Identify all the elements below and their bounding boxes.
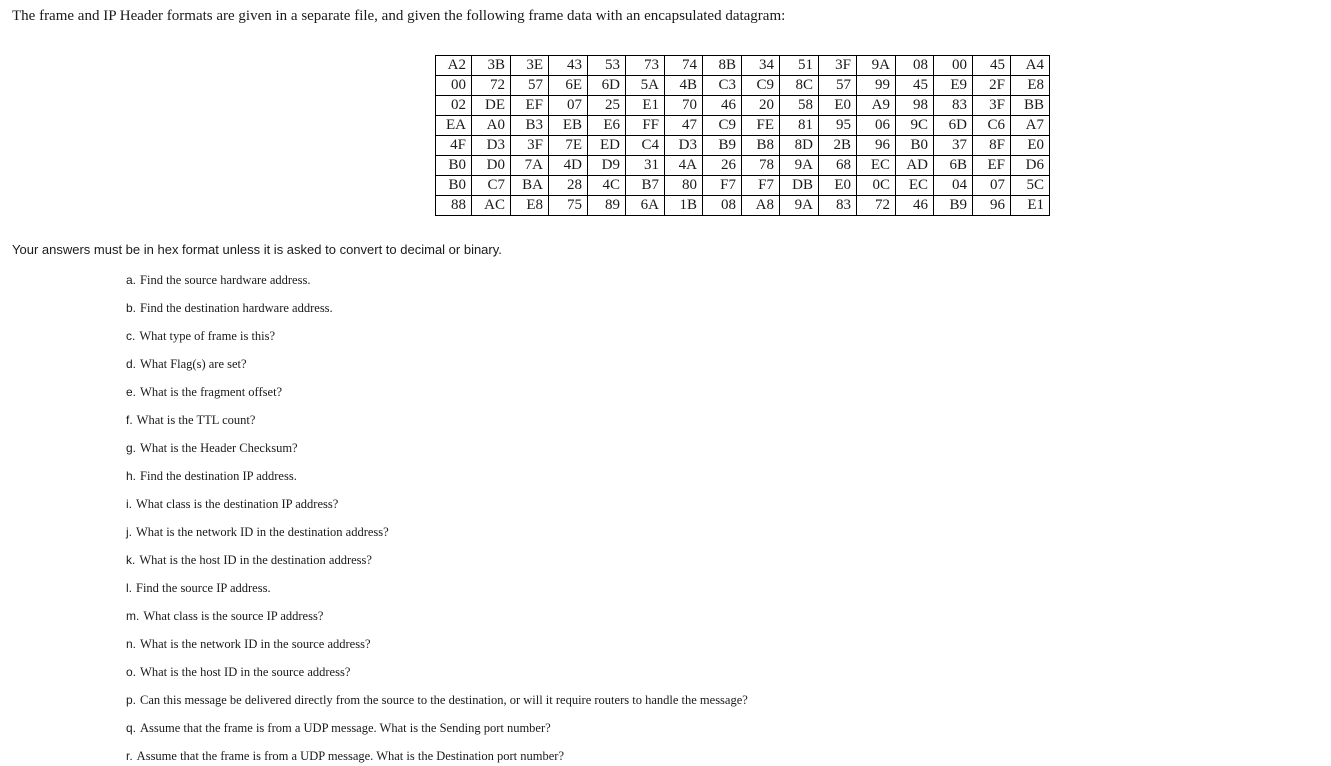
frame-byte-cell: 9A: [857, 56, 896, 76]
question-text: Find the destination hardware address.: [140, 301, 333, 315]
frame-byte-cell: 57: [819, 76, 857, 96]
question-letter: h.: [126, 469, 137, 483]
frame-byte-cell: 83: [819, 196, 857, 216]
frame-row: [436, 176, 1050, 196]
frame-byte-cell: 95: [819, 116, 857, 136]
question-letter: g.: [126, 441, 137, 455]
frame-byte-cell: 7A: [511, 156, 549, 176]
frame-byte-cell: 74: [665, 56, 703, 76]
frame-row: [436, 56, 1050, 76]
frame-byte-cell: C9: [703, 116, 742, 136]
frame-byte-cell: 75: [549, 196, 588, 216]
frame-byte-cell: 4F: [436, 136, 472, 156]
frame-byte-cell: A0: [472, 116, 511, 136]
frame-byte-cell: 70: [665, 96, 703, 116]
question-letter: q.: [126, 721, 137, 735]
frame-byte-cell: 72: [472, 76, 511, 96]
question-item: [126, 411, 748, 439]
frame-byte-cell: E6: [588, 116, 626, 136]
frame-byte-cell: 26: [703, 156, 742, 176]
frame-row: [436, 96, 1050, 116]
question-text: What is the fragment offset?: [140, 385, 283, 399]
question-item: [126, 355, 748, 383]
question-text: Assume that the frame is from a UDP message. What is the Sending port number?: [140, 721, 551, 735]
frame-byte-cell: 04: [934, 176, 973, 196]
question-item: [126, 747, 748, 766]
frame-byte-cell: 2B: [819, 136, 857, 156]
frame-byte-cell: D6: [1011, 156, 1050, 176]
frame-byte-cell: 34: [742, 56, 780, 76]
answer-format-note: Your answers must be in hex format unless it is asked to convert to decimal or binary.: [12, 242, 502, 257]
question-letter: p.: [126, 693, 137, 707]
frame-byte-cell: 51: [780, 56, 819, 76]
question-letter: c.: [126, 329, 136, 343]
frame-byte-cell: 73: [626, 56, 665, 76]
frame-byte-cell: 96: [973, 196, 1011, 216]
frame-byte-cell: B0: [896, 136, 934, 156]
frame-byte-cell: E0: [819, 96, 857, 116]
frame-byte-cell: 3B: [472, 56, 511, 76]
frame-byte-cell: E0: [1011, 136, 1050, 156]
frame-byte-cell: 00: [436, 76, 472, 96]
frame-byte-cell: 46: [896, 196, 934, 216]
frame-byte-cell: F7: [703, 176, 742, 196]
question-letter: r.: [126, 749, 133, 763]
frame-byte-cell: 4C: [588, 176, 626, 196]
frame-byte-cell: 9A: [780, 196, 819, 216]
frame-byte-cell: C6: [973, 116, 1011, 136]
frame-byte-cell: B7: [626, 176, 665, 196]
frame-byte-cell: FF: [626, 116, 665, 136]
question-item: [126, 663, 748, 691]
frame-byte-cell: EC: [896, 176, 934, 196]
question-text: What is the Header Checksum?: [140, 441, 298, 455]
frame-byte-cell: 3F: [511, 136, 549, 156]
frame-byte-cell: C7: [472, 176, 511, 196]
frame-byte-cell: D0: [472, 156, 511, 176]
frame-byte-cell: EC: [857, 156, 896, 176]
frame-byte-cell: 3F: [819, 56, 857, 76]
frame-byte-cell: C3: [703, 76, 742, 96]
frame-byte-cell: 1B: [665, 196, 703, 216]
frame-byte-cell: 5C: [1011, 176, 1050, 196]
frame-byte-cell: 45: [973, 56, 1011, 76]
frame-byte-cell: 6A: [626, 196, 665, 216]
frame-byte-cell: B8: [742, 136, 780, 156]
frame-byte-cell: 88: [436, 196, 472, 216]
frame-byte-cell: A8: [742, 196, 780, 216]
frame-byte-cell: 83: [934, 96, 973, 116]
question-text: Assume that the frame is from a UDP message. What is the Destination port number?: [136, 749, 565, 763]
frame-byte-cell: 4A: [665, 156, 703, 176]
frame-byte-cell: 8F: [973, 136, 1011, 156]
frame-byte-cell: A4: [1011, 56, 1050, 76]
question-letter: f.: [126, 413, 133, 427]
frame-byte-cell: 53: [588, 56, 626, 76]
frame-byte-cell: 78: [742, 156, 780, 176]
frame-byte-cell: EB: [549, 116, 588, 136]
question-item: [126, 439, 748, 467]
frame-byte-cell: 00: [934, 56, 973, 76]
frame-byte-cell: 57: [511, 76, 549, 96]
frame-byte-cell: B0: [436, 156, 472, 176]
question-item: [126, 299, 748, 327]
frame-byte-cell: BB: [1011, 96, 1050, 116]
frame-byte-cell: 81: [780, 116, 819, 136]
question-item: [126, 327, 748, 355]
frame-byte-cell: 2F: [973, 76, 1011, 96]
question-letter: o.: [126, 665, 137, 679]
frame-byte-cell: EA: [436, 116, 472, 136]
question-letter: b.: [126, 301, 137, 315]
frame-byte-cell: 68: [819, 156, 857, 176]
frame-byte-cell: 37: [934, 136, 973, 156]
frame-byte-cell: 8D: [780, 136, 819, 156]
question-item: [126, 495, 748, 523]
frame-byte-cell: 96: [857, 136, 896, 156]
frame-byte-cell: AC: [472, 196, 511, 216]
question-text: What type of frame is this?: [139, 329, 276, 343]
frame-byte-cell: E8: [511, 196, 549, 216]
question-list: [126, 271, 748, 766]
frame-byte-cell: A7: [1011, 116, 1050, 136]
frame-byte-cell: EF: [973, 156, 1011, 176]
frame-byte-cell: F7: [742, 176, 780, 196]
frame-byte-cell: 20: [742, 96, 780, 116]
question-letter: l.: [126, 581, 132, 595]
frame-byte-cell: D9: [588, 156, 626, 176]
frame-byte-cell: A9: [857, 96, 896, 116]
frame-byte-cell: 9A: [780, 156, 819, 176]
frame-byte-cell: A2: [436, 56, 472, 76]
question-item: [126, 691, 748, 719]
frame-byte-cell: 6D: [588, 76, 626, 96]
frame-byte-cell: 45: [896, 76, 934, 96]
frame-byte-cell: E9: [934, 76, 973, 96]
question-letter: k.: [126, 553, 136, 567]
question-text: Can this message be delivered directly from the source to the destination, or will it require routers to handle the message?: [140, 693, 748, 707]
frame-byte-cell: 3F: [973, 96, 1011, 116]
frame-byte-cell: B9: [934, 196, 973, 216]
frame-byte-cell: 72: [857, 196, 896, 216]
frame-byte-cell: 07: [973, 176, 1011, 196]
question-item: [126, 635, 748, 663]
question-item: [126, 551, 748, 579]
frame-byte-cell: 58: [780, 96, 819, 116]
frame-data-table: [435, 55, 1050, 216]
frame-byte-cell: E8: [1011, 76, 1050, 96]
question-item: [126, 383, 748, 411]
question-letter: i.: [126, 497, 132, 511]
frame-row: [436, 196, 1050, 216]
question-item: [126, 579, 748, 607]
frame-byte-cell: 6D: [934, 116, 973, 136]
frame-row: [436, 116, 1050, 136]
frame-byte-cell: 31: [626, 156, 665, 176]
frame-byte-cell: D3: [472, 136, 511, 156]
frame-row: [436, 76, 1050, 96]
question-text: What is the TTL count?: [136, 413, 256, 427]
frame-byte-cell: 7E: [549, 136, 588, 156]
frame-byte-cell: 3E: [511, 56, 549, 76]
frame-byte-cell: 80: [665, 176, 703, 196]
question-text: What class is the source IP address?: [143, 609, 324, 623]
frame-byte-cell: C9: [742, 76, 780, 96]
frame-byte-cell: BA: [511, 176, 549, 196]
question-item: [126, 523, 748, 551]
question-letter: d.: [126, 357, 137, 371]
frame-byte-cell: 8B: [703, 56, 742, 76]
frame-byte-cell: 02: [436, 96, 472, 116]
frame-byte-cell: 9C: [896, 116, 934, 136]
question-text: What Flag(s) are set?: [140, 357, 247, 371]
question-item: [126, 607, 748, 635]
frame-byte-cell: 0C: [857, 176, 896, 196]
frame-byte-cell: 99: [857, 76, 896, 96]
intro-text: The frame and IP Header formats are given in a separate file, and given the following frame data with an encapsulated datagram:: [12, 8, 786, 24]
question-text: What is the host ID in the destination address?: [139, 553, 372, 567]
frame-byte-cell: B0: [436, 176, 472, 196]
question-item: [126, 467, 748, 495]
question-text: What is the network ID in the source address?: [140, 637, 371, 651]
frame-byte-cell: 08: [703, 196, 742, 216]
frame-byte-cell: EF: [511, 96, 549, 116]
frame-byte-cell: FE: [742, 116, 780, 136]
question-text: Find the source IP address.: [136, 581, 271, 595]
frame-byte-cell: 98: [896, 96, 934, 116]
question-letter: j.: [126, 525, 132, 539]
frame-byte-cell: D3: [665, 136, 703, 156]
frame-byte-cell: 46: [703, 96, 742, 116]
frame-byte-cell: E0: [819, 176, 857, 196]
frame-row: [436, 156, 1050, 176]
frame-byte-cell: 89: [588, 196, 626, 216]
frame-byte-cell: 5A: [626, 76, 665, 96]
question-text: Find the source hardware address.: [140, 273, 311, 287]
frame-byte-cell: 07: [549, 96, 588, 116]
question-text: What is the network ID in the destination address?: [136, 525, 389, 539]
frame-byte-cell: 43: [549, 56, 588, 76]
frame-byte-cell: 47: [665, 116, 703, 136]
frame-byte-cell: C4: [626, 136, 665, 156]
frame-byte-cell: DB: [780, 176, 819, 196]
frame-byte-cell: 8C: [780, 76, 819, 96]
frame-byte-cell: B3: [511, 116, 549, 136]
frame-byte-cell: B9: [703, 136, 742, 156]
question-text: What is the host ID in the source address?: [140, 665, 351, 679]
question-letter: m.: [126, 609, 140, 623]
question-item: [126, 719, 748, 747]
frame-byte-cell: 06: [857, 116, 896, 136]
frame-byte-cell: 28: [549, 176, 588, 196]
frame-byte-cell: E1: [626, 96, 665, 116]
frame-byte-cell: ED: [588, 136, 626, 156]
frame-byte-cell: 4D: [549, 156, 588, 176]
frame-byte-cell: E1: [1011, 196, 1050, 216]
question-text: What class is the destination IP address?: [136, 497, 339, 511]
frame-byte-cell: 6B: [934, 156, 973, 176]
frame-byte-cell: 6E: [549, 76, 588, 96]
frame-row: [436, 136, 1050, 156]
frame-byte-cell: 08: [896, 56, 934, 76]
question-letter: n.: [126, 637, 137, 651]
frame-byte-cell: DE: [472, 96, 511, 116]
frame-byte-cell: AD: [896, 156, 934, 176]
frame-byte-cell: 4B: [665, 76, 703, 96]
question-letter: a.: [126, 273, 137, 287]
frame-byte-cell: 25: [588, 96, 626, 116]
question-item: [126, 271, 748, 299]
question-text: Find the destination IP address.: [140, 469, 297, 483]
question-letter: e.: [126, 385, 137, 399]
